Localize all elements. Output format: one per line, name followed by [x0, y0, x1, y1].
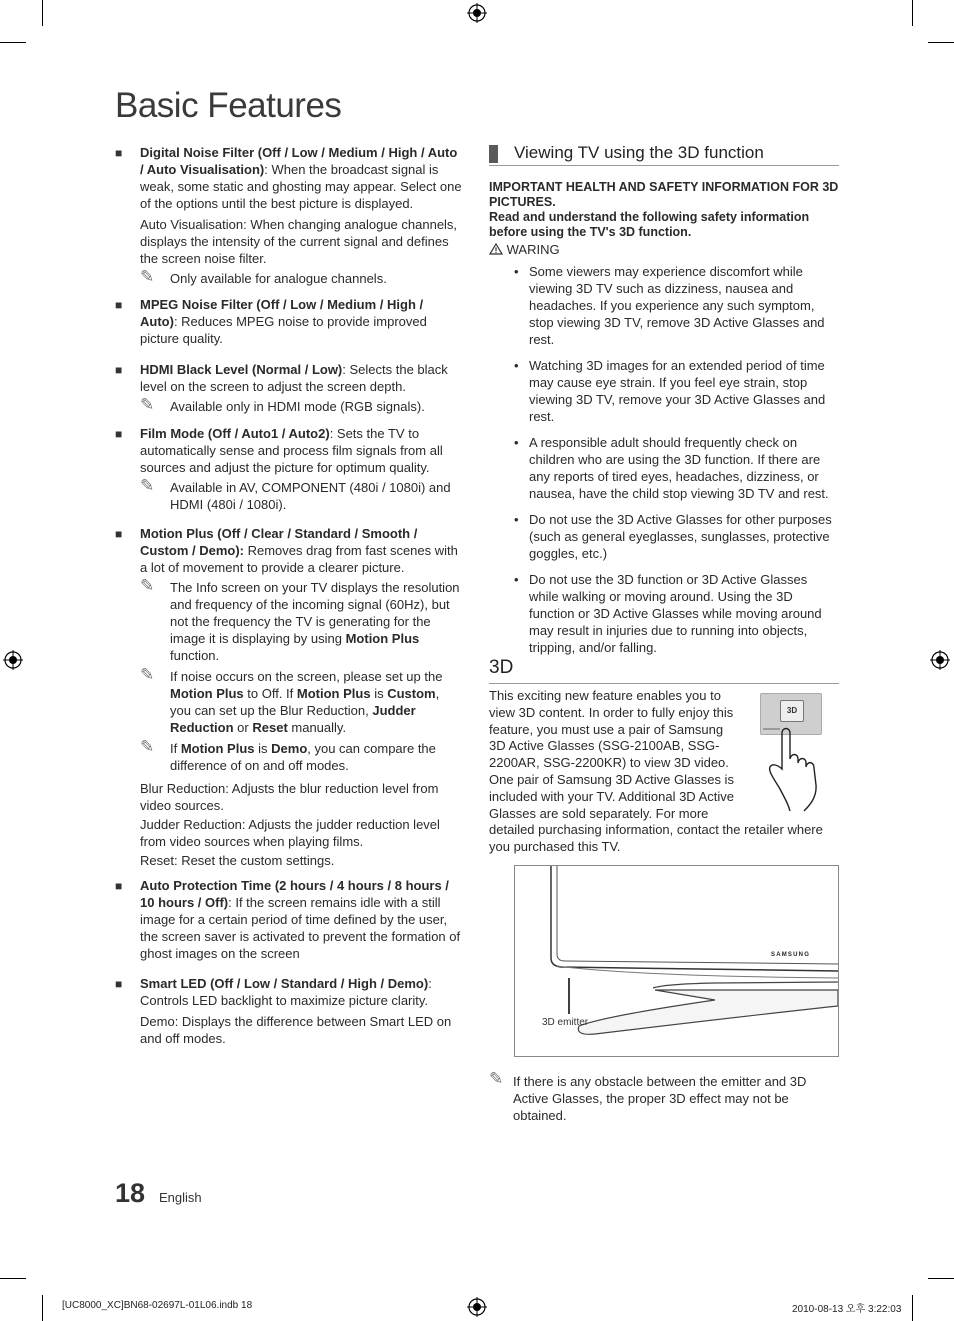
tv-emitter-illustration: [514, 865, 839, 1057]
section-bar-icon: [489, 145, 498, 163]
item-heading: Motion Plus (Off / Clear / Standard / Smooth / Custom / Demo):: [140, 526, 418, 558]
registration-mark-icon: [467, 1297, 487, 1317]
note-text: If noise occurs on the screen, please set up the: [170, 669, 443, 684]
note-bold: Demo: [271, 741, 308, 756]
list-item: [115, 296, 463, 347]
page-number: 18: [115, 1178, 146, 1208]
text-line: view 3D content. In order to fully enjoy this: [489, 704, 734, 720]
note-text: function.: [170, 648, 220, 663]
sub-heading: Demo: [140, 1014, 175, 1029]
note-text: is: [254, 741, 272, 756]
item-heading: Film Mode (Off / Auto1 / Auto2): [140, 426, 330, 441]
list-item: [489, 571, 839, 656]
crop-mark: [912, 0, 913, 26]
bullet-dot-icon: •: [514, 358, 519, 373]
note: [489, 1069, 834, 1124]
square-bullet-icon: ■: [115, 527, 123, 541]
section-title: Viewing TV using the 3D function: [514, 143, 764, 162]
crop-mark: [0, 42, 26, 43]
bullet-text: Do not use the 3D function or 3D Active Glasses while walking or moving around. Using the 3D function or 3D Active Glasses while moving around may result in injuries due to running into objects, tripping, and/or falling.: [529, 572, 822, 655]
sub-paragraph: [140, 852, 463, 869]
note-bold: Custom: [387, 686, 436, 701]
list-item: [489, 357, 839, 425]
sub-text: : Adjusts the blur reduction level from video sources.: [140, 781, 439, 813]
crop-mark: [928, 42, 954, 43]
sub-text: : Adjusts the judder reduction level from video sources when playing films.: [140, 817, 440, 849]
bullet-text: Watching 3D images for an extended period of time may cause eye strain. If you feel eye strain, stop viewing 3D TV, remove your 3D Active Glasses and rest.: [529, 358, 826, 424]
sub-heading: Judder Reduction: [140, 817, 242, 832]
crop-mark: [42, 0, 43, 26]
note-pencil-icon: ✎: [140, 476, 155, 495]
bullet-text: A responsible adult should frequently check on children who are using the 3D function. If there are any reports of tired eyes, headaches, dizziness, or nausea, have the child stop viewing 3D TV and rest.: [529, 435, 829, 501]
warning-triangle-icon: [489, 243, 503, 255]
text-line: Glasses are sold separately. For more: [489, 805, 709, 821]
note-bold: Motion Plus: [180, 741, 255, 756]
item-text: Removes drag from fast scenes with a lot of movement to provide a clearer picture.: [140, 543, 458, 575]
note-text: Available only in HDMI mode (RGB signals).: [170, 399, 425, 414]
note-bold: Reset: [252, 720, 288, 735]
note-text: If there is any obstacle between the emitter and 3D Active Glasses, the proper 3D effect may not be obtained.: [513, 1074, 807, 1123]
bullet-dot-icon: •: [514, 435, 519, 450]
note-bold: Motion Plus: [170, 686, 244, 701]
list-item: [489, 434, 839, 502]
list-item: [115, 877, 463, 962]
sub-paragraph: [140, 780, 463, 814]
square-bullet-icon: ■: [115, 363, 123, 377]
note-text: or: [233, 720, 253, 735]
item-heading: Auto Protection Time (2 hours / 4 hours / 8 hours / 10 hours / Off): [140, 878, 449, 910]
note: [140, 267, 463, 287]
item-heading: Smart LED (Off / Low / Standard / High / Demo): [140, 976, 429, 991]
registration-mark-icon: [3, 650, 23, 670]
registration-mark-icon: [467, 3, 487, 23]
crop-mark: [912, 1295, 913, 1321]
note-bold: Judder Reduction: [170, 703, 416, 735]
sub-paragraph: [140, 216, 463, 267]
important-notice: IMPORTANT HEALTH AND SAFETY INFORMATION FOR 3D PICTURES.: [489, 180, 839, 209]
note-text: If: [170, 741, 181, 756]
note-pencil-icon: ✎: [489, 1069, 504, 1088]
note-pencil-icon: ✎: [140, 737, 155, 756]
note: [140, 395, 463, 415]
item-text: : Reduces MPEG noise to provide improved picture quality.: [140, 314, 427, 346]
list-item: [489, 263, 839, 348]
note-text: , you can set up the Blur Reduction,: [170, 686, 440, 718]
list-item: [115, 361, 463, 415]
sub-text: : Displays the difference between Smart LED on and off modes.: [140, 1014, 452, 1046]
hand-icon: [760, 693, 840, 813]
note-text: is: [370, 686, 388, 701]
note-text: to Off. If: [243, 686, 297, 701]
note: [140, 576, 463, 664]
sub-heading: Auto Visualisation: [140, 217, 244, 232]
square-bullet-icon: ■: [115, 427, 123, 441]
square-bullet-icon: ■: [115, 977, 123, 991]
page-language: English: [159, 1190, 202, 1205]
note-bold: Motion Plus: [296, 686, 371, 701]
footer-file-name: [UC8000_XC]BN68-02697L-01L06.indb 18: [62, 1300, 253, 1311]
note-bold: Motion Plus: [345, 631, 420, 646]
note-text: Only available for analogue channels.: [170, 271, 387, 286]
note: [140, 665, 463, 736]
item-text: : If the screen remains idle with a still image for a certain period of time defined by the user, the screen saver is activated to prevent the formation of ghost images on the screen: [140, 895, 461, 961]
text-line: 3D Active Glasses (SSG-2100AB, SSG-: [489, 738, 720, 754]
list-item: [115, 975, 463, 1047]
square-bullet-icon: ■: [115, 879, 123, 893]
button-label: 3D: [786, 706, 798, 715]
list-item: [115, 425, 463, 513]
remote-3d-button-illustration: [760, 693, 840, 813]
sub-text: : When changing analogue channels, displays the intensity of the current signal and defines the screen noise filter.: [140, 217, 458, 266]
crop-mark: [42, 1295, 43, 1321]
text-line: you purchased this TV.: [489, 839, 621, 855]
item-heading: MPEG Noise Filter (Off / Low / Medium / High / Auto): [140, 297, 424, 329]
item-heading: HDMI Black Level (Normal / Low): [140, 362, 343, 377]
note-pencil-icon: ✎: [140, 665, 155, 684]
emitter-label: 3D emitter: [542, 1017, 589, 1028]
right-column: [489, 144, 839, 661]
footer-timestamp: 2010-08-13 오후 3:22:03: [792, 1304, 902, 1315]
sub-heading: Blur Reduction: [140, 781, 226, 796]
bullet-dot-icon: •: [514, 572, 519, 587]
item-text: : When the broadcast signal is weak, some static and ghosting may appear. Select one of the options until the best picture is displayed.: [140, 162, 462, 211]
warning-line: [489, 241, 839, 258]
list-item: [115, 144, 463, 287]
note-text: manually.: [287, 720, 347, 735]
page-title: Basic Features: [115, 86, 342, 125]
section-heading: [489, 144, 839, 166]
note-pencil-icon: ✎: [140, 395, 155, 414]
square-bullet-icon: ■: [115, 298, 123, 312]
note-text: The Info screen on your TV displays the resolution and frequency of the incoming signal (60Hz), but not the frequency the TV is generating for the image it is displaying by using: [170, 580, 460, 646]
sub-paragraph: [140, 816, 463, 850]
text-line: This exciting new feature enables you to: [489, 688, 721, 703]
item-text: : Selects the black level on the screen to adjust the screen depth.: [140, 362, 448, 394]
text-line: detailed purchasing information, contact the retailer where: [489, 822, 823, 838]
note-text: , you can compare the difference of on and off modes.: [170, 741, 436, 773]
section-3d-title: 3D: [489, 657, 839, 684]
square-bullet-icon: ■: [115, 146, 123, 160]
crop-mark: [0, 1278, 26, 1279]
text-line: One pair of Samsung 3D Active Glasses is: [489, 771, 734, 787]
text-line: feature, you must use a pair of Samsung: [489, 721, 724, 737]
warning-label: WARING: [506, 242, 560, 257]
tv-brand-logo: SAMSUNG: [771, 952, 811, 958]
sub-heading: Reset: [140, 853, 174, 868]
text-line: 2200AR, SSG-2200KR) to view 3D video.: [489, 755, 729, 771]
left-column: [115, 144, 463, 1054]
important-notice: Read and understand the following safety information before using the TV's 3D function.: [489, 210, 810, 239]
note: [140, 476, 463, 513]
text-line: included with your TV. Additional 3D Active: [489, 788, 734, 804]
bullet-dot-icon: •: [514, 512, 519, 527]
list-item: [115, 525, 463, 869]
item-heading: Digital Noise Filter (Off / Low / Medium / High / Auto / Auto Visualisation): [140, 145, 458, 177]
sub-text: : Reset the custom settings.: [173, 853, 335, 868]
note-pencil-icon: ✎: [140, 576, 155, 595]
bullet-text: Some viewers may experience discomfort while viewing 3D TV such as dizziness, nausea and headaches. If you experience any such symptom, stop viewing 3D TV, remove 3D Active Glasses and rest.: [529, 264, 825, 347]
note-text: Available in AV, COMPONENT (480i / 1080i) and HDMI (480i / 1080i).: [170, 480, 451, 512]
registration-mark-icon: [930, 650, 950, 670]
list-item: [489, 511, 839, 562]
bullet-text: Do not use the 3D Active Glasses for other purposes (such as general eyeglasses, sunglasses, protective goggles, etc.): [529, 512, 832, 561]
crop-mark: [928, 1278, 954, 1279]
item-text: : Sets the TV to automatically sense and process film signals from all sources and adjust the picture for optimum quality.: [140, 426, 443, 475]
note-pencil-icon: ✎: [140, 267, 155, 286]
bullet-dot-icon: •: [514, 264, 519, 279]
sub-paragraph: [140, 1013, 463, 1047]
note: [140, 737, 463, 774]
item-text: : Controls LED backlight to maximize picture clarity.: [140, 976, 432, 1008]
